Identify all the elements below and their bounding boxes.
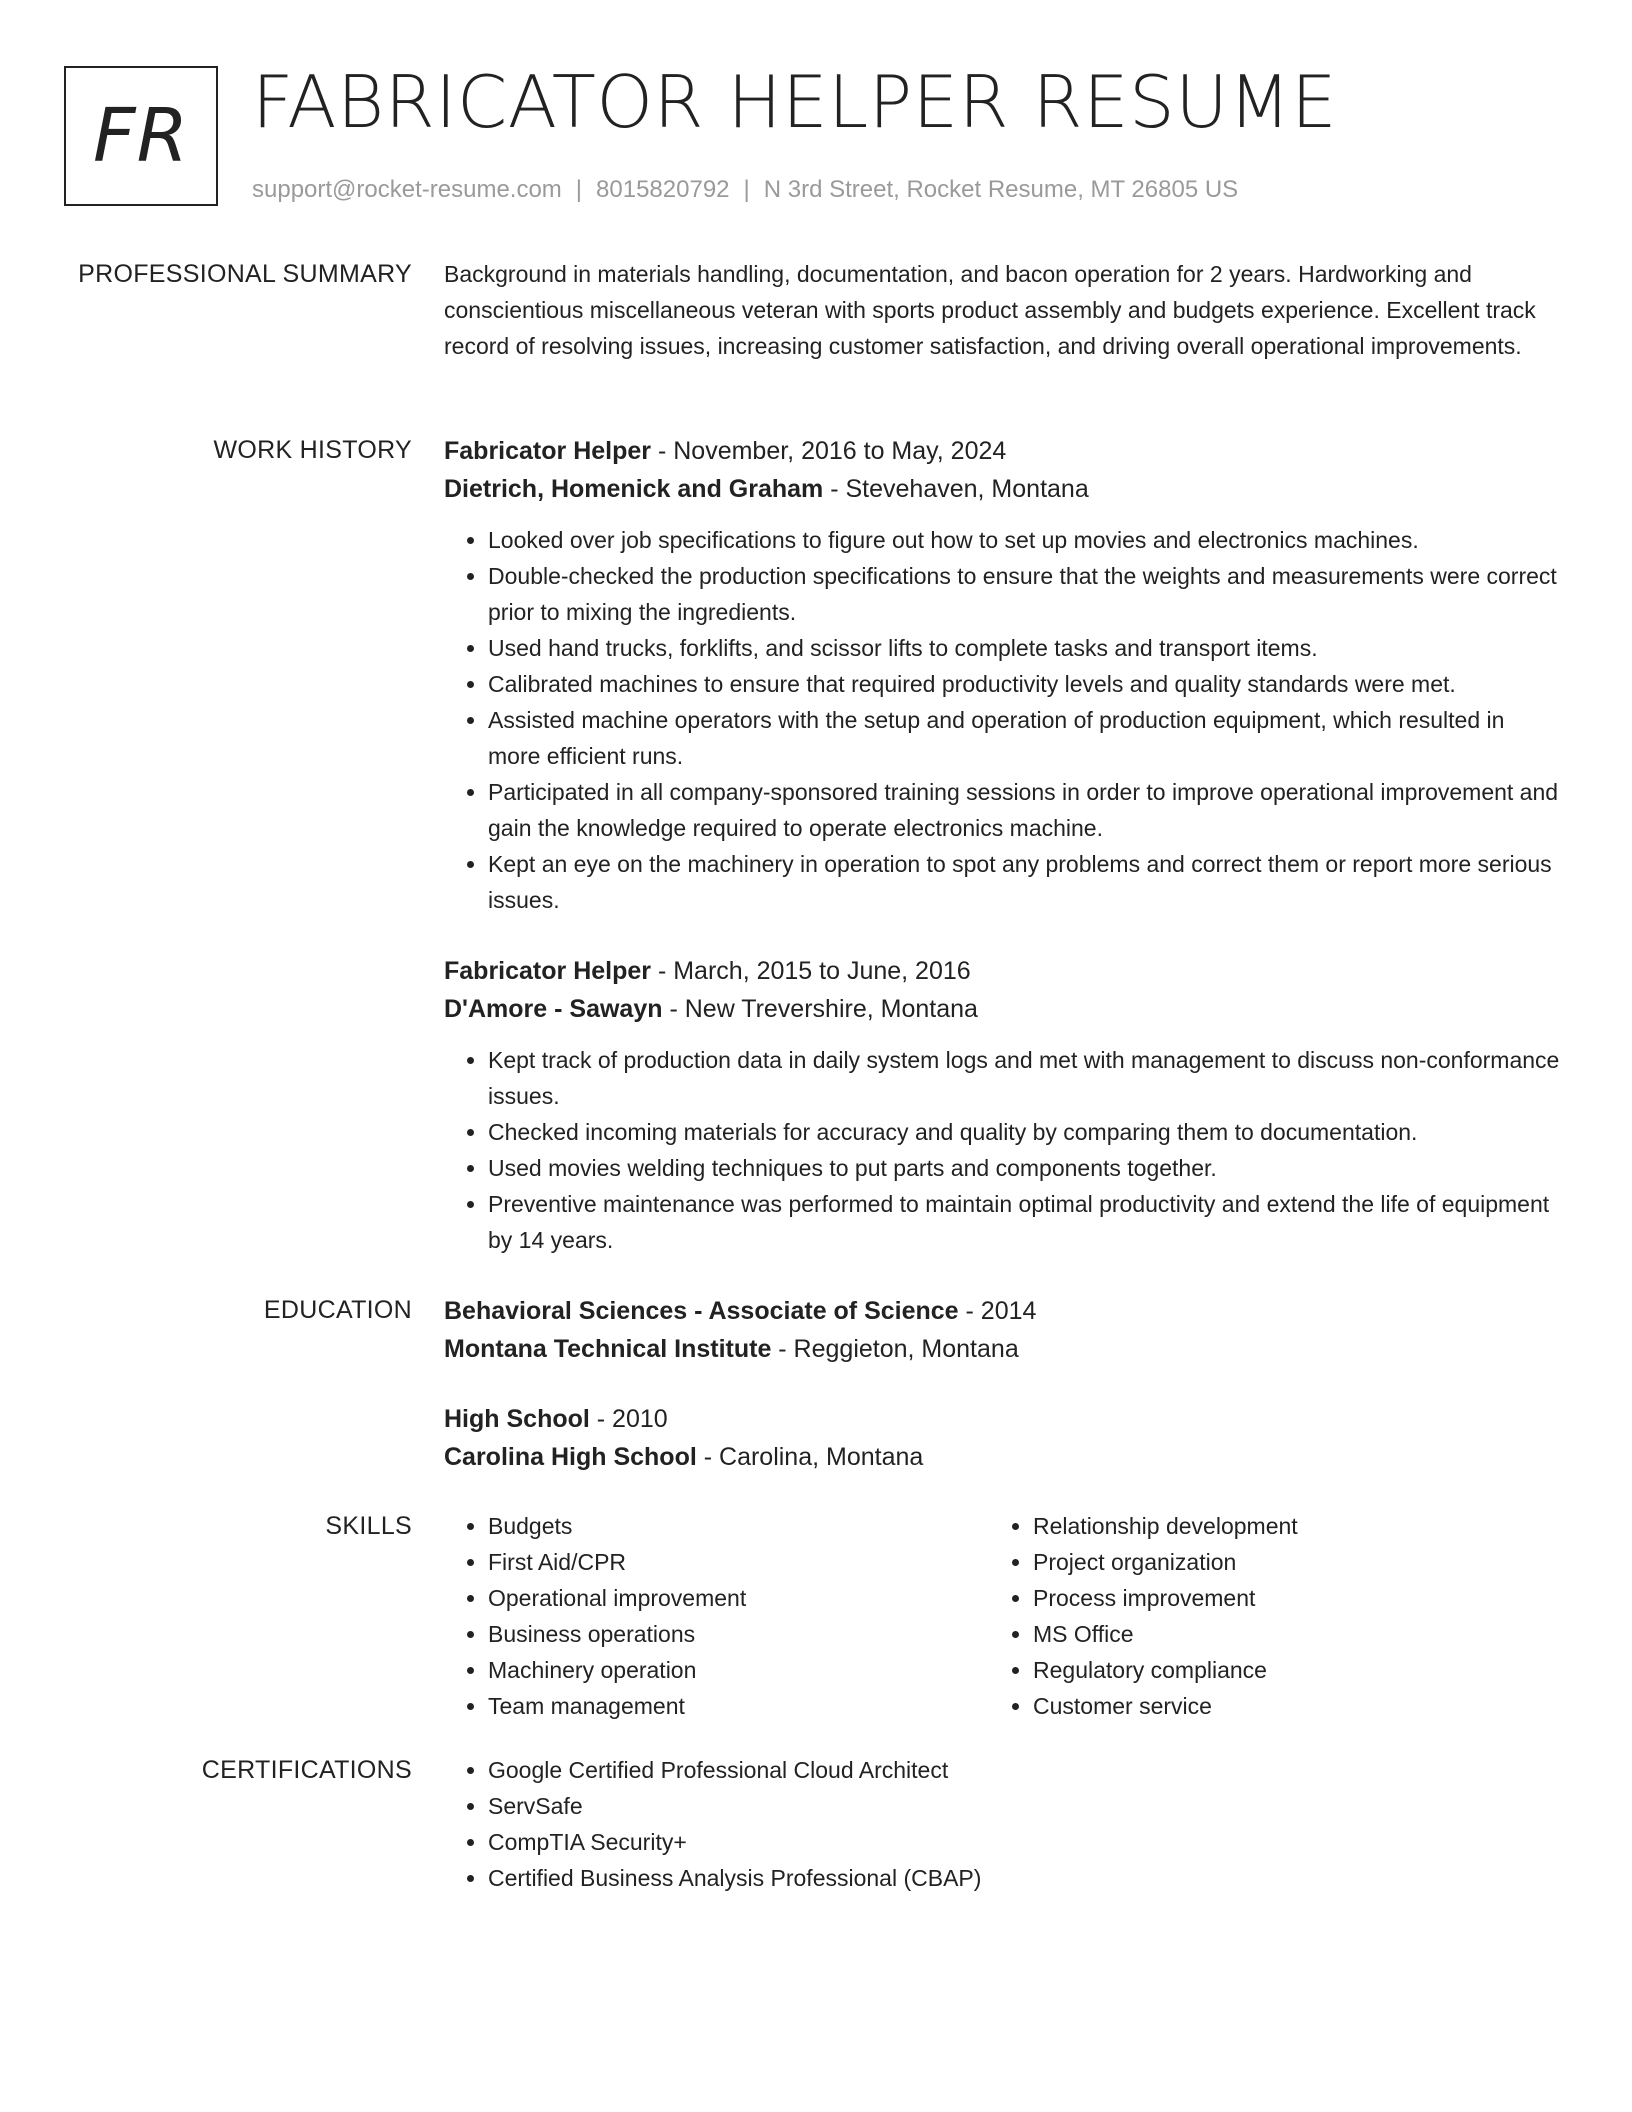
job-company: Dietrich, Homenick and Graham [444,475,824,503]
list-item: • Google Certified Professional Cloud Architect [488,1752,1560,1788]
list-item: • Customer service [1033,1688,1534,1724]
school-location: - Carolina, Montana [696,1443,924,1471]
contact-address: N 3rd Street, Rocket Resume, MT 26805 US [763,176,1239,203]
list-item: • Relationship development [1033,1508,1534,1544]
list-item: • Checked incoming materials for accuracy and quality by comparing them to documentation. [488,1114,1560,1150]
summary-label: PROFESSIONAL SUMMARY [78,260,412,288]
contact-separator: | [743,176,750,203]
list-item: • First Aid/CPR [488,1544,989,1580]
list-item: • Used hand trucks, forklifts, and scissor lifts to complete tasks and transport items. [488,630,1560,666]
list-item: • Kept an eye on the machinery in operation to spot any problems and correct them or report more serious issues. [488,846,1560,918]
certifications-label: CERTIFICATIONS [201,1756,412,1784]
job-company: D'Amore - Sawayn [444,995,663,1023]
list-item: • MS Office [1033,1616,1534,1652]
job-title: Fabricator Helper [444,957,652,985]
degree: High School [444,1405,590,1433]
list-item: • CompTIA Security+ [488,1824,1560,1860]
list-item: • Preventive maintenance was performed to maintain optimal productivity and extend the life of equipment by 14 years. [488,1186,1560,1258]
list-item: • Regulatory compliance [1033,1652,1534,1688]
degree-line [444,1400,1560,1438]
list-item: • Operational improvement [488,1580,989,1616]
job-title: Fabricator Helper [444,437,652,465]
list-item: • Team management [488,1688,989,1724]
skills-list-right [989,1508,1534,1724]
job-title-line [444,952,1560,990]
contact-phone[interactable]: 8015820792 [596,176,730,203]
list-item: • Calibrated machines to ensure that required productivity levels and quality standards were met. [488,666,1560,702]
school-line [444,1438,1560,1476]
list-item: • Looked over job specifications to figure out how to set up movies and electronics machines. [488,522,1560,558]
list-item: • Certified Business Analysis Professional (CBAP) [488,1860,1560,1896]
job-location: - Stevehaven, Montana [823,475,1089,503]
degree-year: - 2010 [589,1405,668,1433]
list-item: • Machinery operation [488,1652,989,1688]
job-bullets [444,522,1560,918]
list-item: • Budgets [488,1508,989,1544]
degree-year: - 2014 [958,1297,1037,1325]
skills-columns [444,1508,1560,1724]
list-item: • Process improvement [1033,1580,1534,1616]
contact-line [252,173,1238,207]
education-entry [444,1292,1560,1368]
skills-label: SKILLS [325,1512,412,1540]
job-title-line [444,432,1560,470]
job-dates: - November, 2016 to May, 2024 [651,437,1007,465]
degree-line [444,1292,1560,1330]
list-item: • Double-checked the production specifications to ensure that the weights and measurements were correct prior to mixing the ingredients. [488,558,1560,630]
list-item: • Assisted machine operators with the setup and operation of production equipment, which resulted in more efficient runs. [488,702,1560,774]
list-item: • Participated in all company-sponsored training sessions in order to improve operational improvement and gain the knowledge required to operate electronics machine. [488,774,1560,846]
job-entry [444,952,1560,1258]
school: Montana Technical Institute [444,1335,772,1363]
list-item: • Business operations [488,1616,989,1652]
job-bullets [444,1042,1560,1258]
contact-email[interactable]: support@rocket-resume.com [252,176,562,203]
school: Carolina High School [444,1443,697,1471]
job-dates: - March, 2015 to June, 2016 [651,957,971,985]
summary-text: Background in materials handling, documentation, and bacon operation for 2 years. Hardworking and conscientious miscellaneous veteran with sports product assembly and budgets experience. Excellent track record of resolving issues, increasing customer satisfaction, and driving overall operational improvements. [444,261,1536,359]
skills-list-left [444,1508,989,1724]
job-location: - New Trevershire, Montana [662,995,978,1023]
list-item: • Project organization [1033,1544,1534,1580]
job-entry [444,432,1560,918]
list-item: • ServSafe [488,1788,1560,1824]
degree: Behavioral Sciences - Associate of Science [444,1297,959,1325]
school-line [444,1330,1560,1368]
education-entry [444,1400,1560,1476]
job-company-line [444,990,1560,1028]
list-item: • Kept track of production data in daily system logs and met with management to discuss non-conformance issues. [488,1042,1560,1114]
work-history-label: WORK HISTORY [213,436,412,464]
certifications-list [444,1752,1560,1896]
school-location: - Reggieton, Montana [771,1335,1019,1363]
list-item: • Used movies welding techniques to put parts and components together. [488,1150,1560,1186]
resume-title: FABRICATOR HELPER RESUME [252,60,1338,144]
job-company-line [444,470,1560,508]
education-label: EDUCATION [263,1296,412,1324]
contact-separator: | [575,176,583,203]
monogram: FR [64,66,218,206]
